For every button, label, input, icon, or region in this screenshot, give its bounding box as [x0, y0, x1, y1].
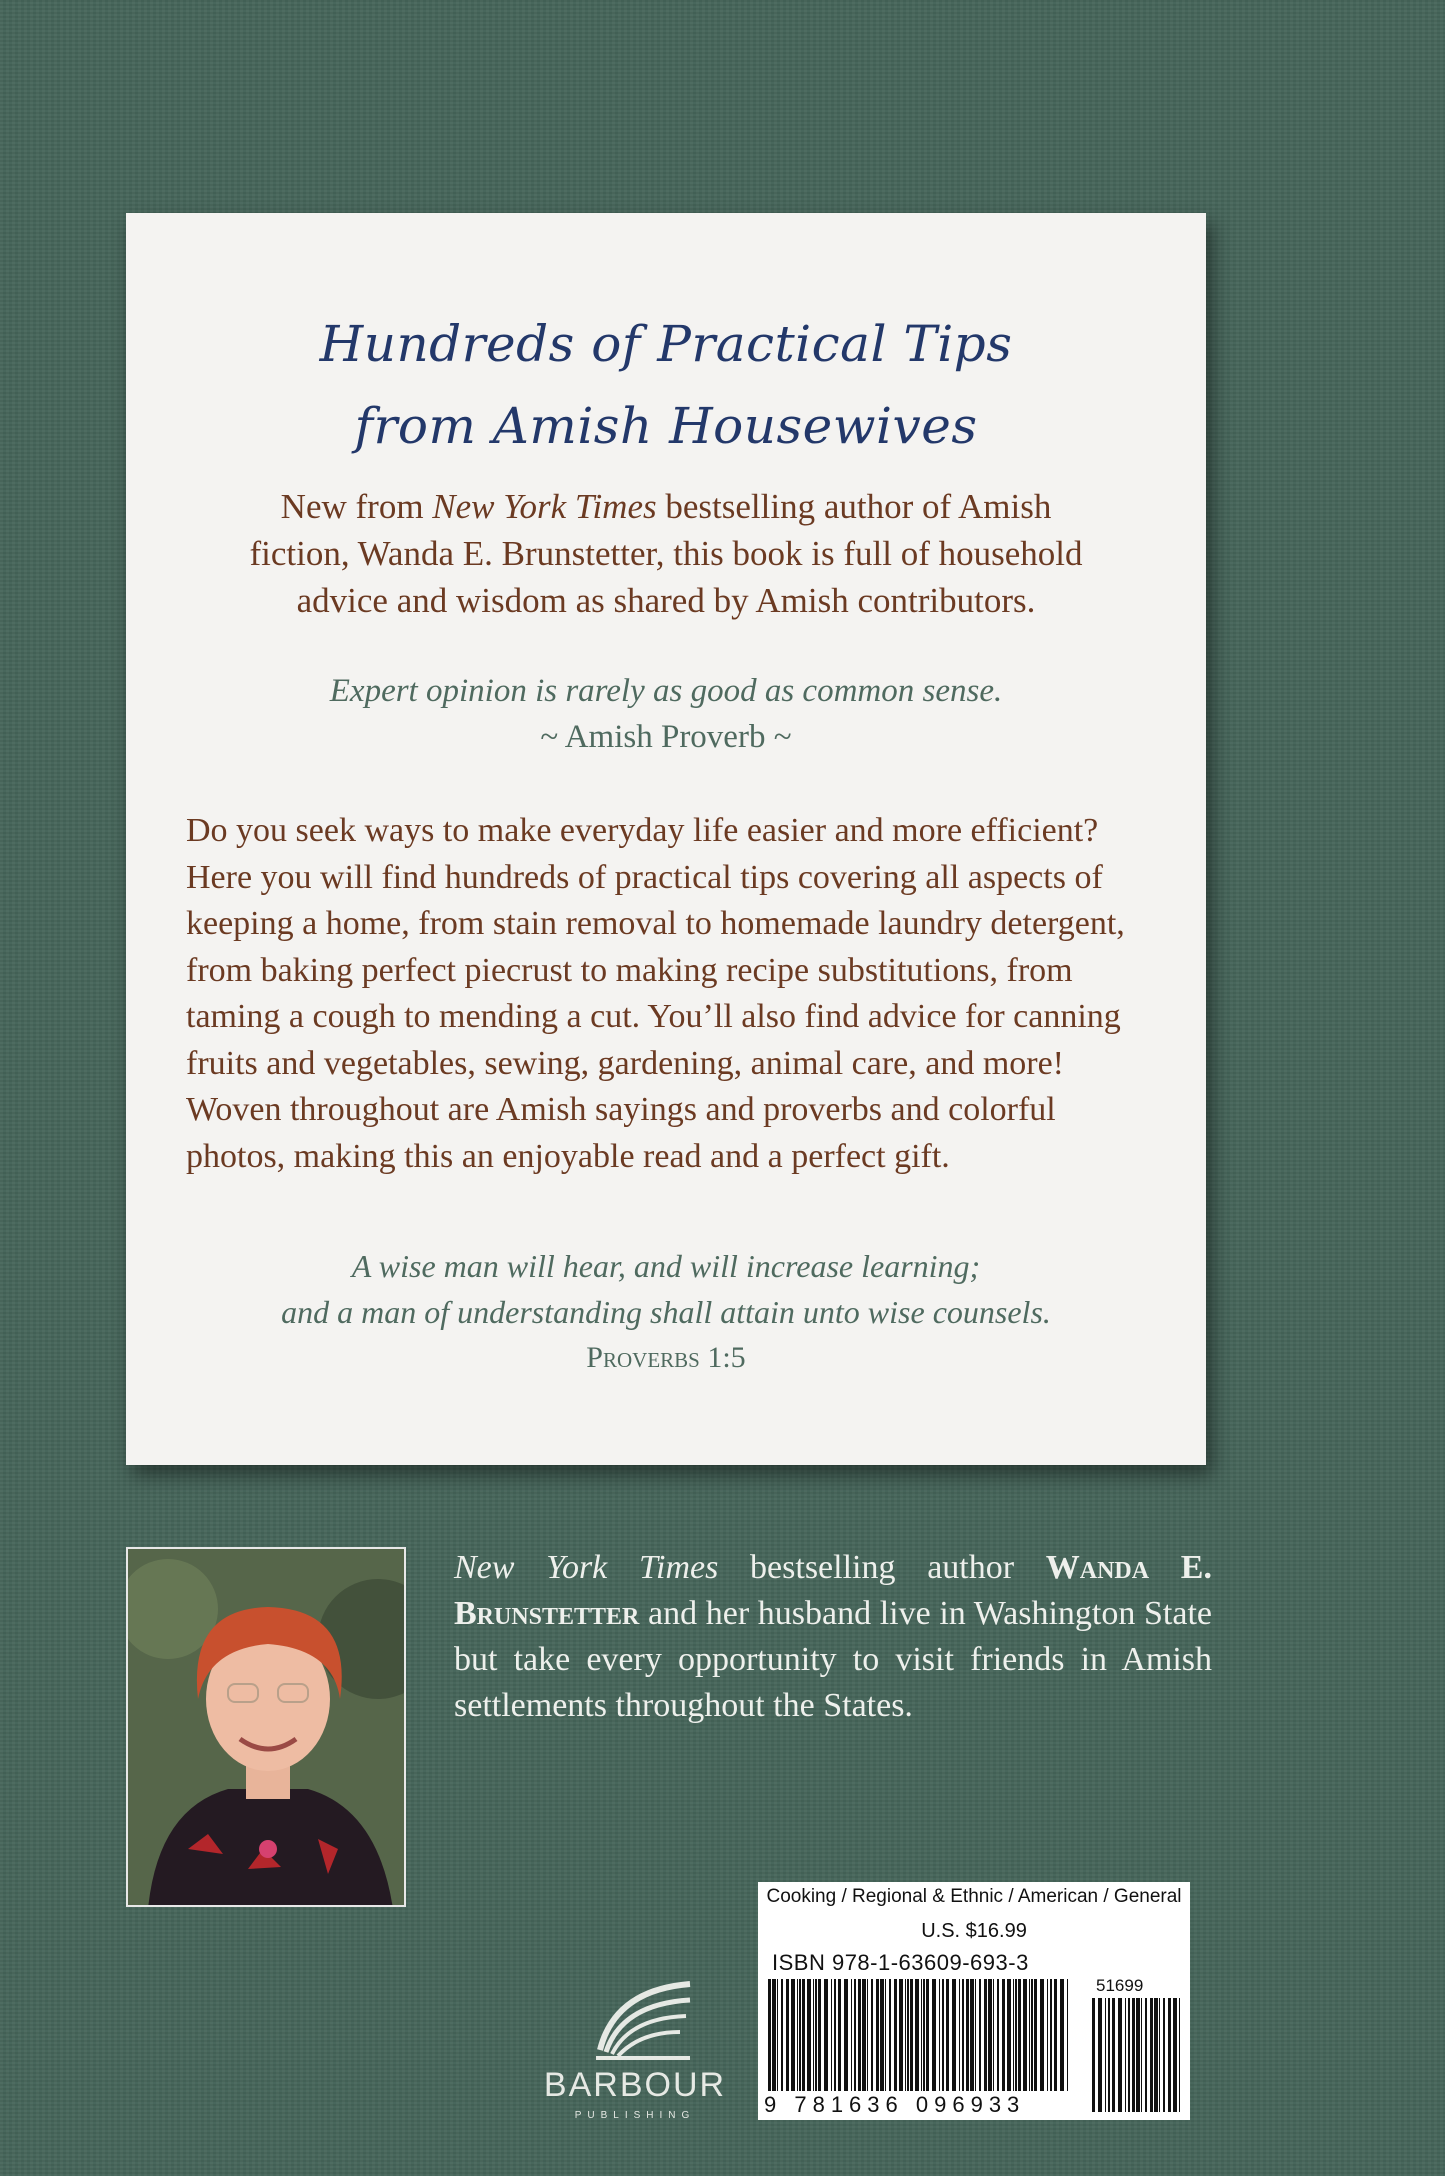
amish-proverb-quote: [126, 668, 1206, 760]
bisac-category: Cooking / Regional & Ethnic / American / General: [766, 1886, 1182, 1907]
quote-attribution: ~ Amish Proverb ~: [540, 719, 792, 755]
author-bio: [454, 1545, 1212, 1729]
author-photo: [126, 1547, 406, 1907]
barbour-publishing-logo: [540, 1970, 730, 2130]
intro-text-2: bestselling author of Amish fiction, Wanda E. Brunstetter, this book is full of household advice and wisdom as shared by Amish contributors.: [249, 487, 1083, 620]
book-pages-icon: [540, 1970, 730, 2066]
back-cover-panel: [126, 213, 1206, 1465]
headline-line-2: from Amish Housewives: [354, 397, 978, 455]
author-portrait-image: [128, 1549, 406, 1907]
ean-barcode: [768, 1979, 1068, 2091]
publisher-subtitle: PUBLISHING: [574, 2110, 696, 2121]
intro-paragraph: [236, 483, 1096, 624]
scripture-quote: [126, 1243, 1206, 1381]
price-addon-code: 51699: [1096, 1976, 1144, 1995]
intro-italic: New York Times: [432, 487, 657, 526]
description-paragraph: Do you seek ways to make everyday life easier and more efficient? Here you will find hundreds of practical tips covering all aspects of keeping a home, from stain removal to homemade laundry detergent, from baking perfect piecrust to making recipe substitutions, from taming a cough to mending a cut. You’ll also find advice for canning fruits and vegetables, sewing, gardening, animal care, and more! Woven throughout are Amish sayings and proverbs and colorful photos, making this an enjoyable read and a perfect gift.: [186, 812, 1125, 1175]
addon-barcode: [1092, 1998, 1180, 2112]
quote-text: Expert opinion is rarely as good as common sense.: [329, 673, 1003, 709]
headline-line-1: Hundreds of Practical Tips: [319, 315, 1013, 373]
scripture-line-1: A wise man will hear, and will increase learning;: [351, 1248, 981, 1284]
isbn-number: ISBN 978-1-63609-693-3: [772, 1950, 1029, 1975]
bio-text-2: and her husband live in Washington State but take every opportunity to visit friends in Amish settlements throughout the States.: [454, 1595, 1212, 1724]
headline: [126, 303, 1206, 467]
scripture-reference: Proverbs 1:5: [586, 1341, 746, 1374]
author-name: Wanda E. Brunstetter: [454, 1549, 1212, 1632]
price: U.S. $16.99: [921, 1920, 1027, 1942]
bio-text-1: bestselling author: [718, 1549, 1046, 1586]
bio-italic: New York Times: [454, 1549, 719, 1586]
scripture-line-2: and a man of understanding shall attain unto wise counsels.: [281, 1294, 1051, 1330]
isbn-barcode-box: [758, 1882, 1190, 2120]
publisher-name: BARBOUR: [543, 2066, 727, 2104]
intro-text-1: New from: [280, 487, 433, 526]
barcode-digits: 9 781636 096933: [764, 2092, 1026, 2117]
